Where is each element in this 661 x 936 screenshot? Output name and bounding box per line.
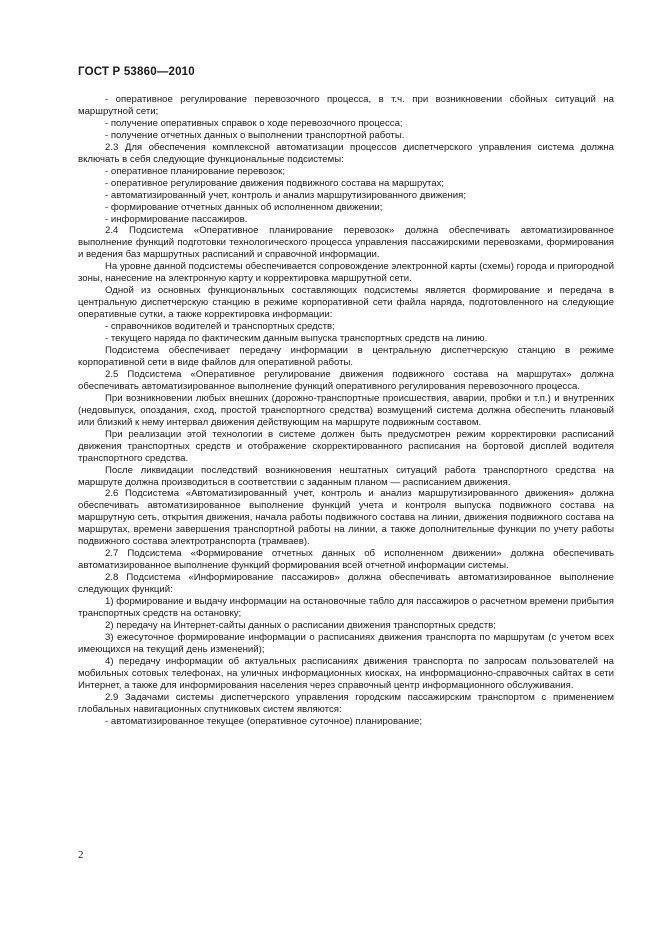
document-body [78, 94, 614, 728]
list-item: - оперативное регулирование движения подвижного состава на маршрутах; [105, 177, 445, 189]
paragraph: - оперативное регулирование перевозочного процесса, в т.ч. при возникновении сбойных ситуаций на маршрутной сети; [78, 94, 614, 117]
paragraph: 4) передачу информации об актуальных расписаниях движения транспорта по запросам пользователей на мобильных сотовых телефонах, на уличных информационных киосках, на информационно-справочных сайтах в сети Интернет, а также для информирования населения через справочный центр информационного обслуживания. [78, 655, 614, 691]
document-header: ГОСТ Р 53860—2010 [78, 66, 195, 78]
paragraph: 2.8 Подсистема «Информирование пассажиров» должна обеспечивать автоматизированное выполнение следующих функций: [78, 572, 614, 596]
list-item: - справочников водителей и транспортных средств; [105, 321, 335, 333]
paragraph: 2.9 Задачами системы диспетчерского управления городским пассажирским транспортом с применением глобальных навигационных спутниковых систем являются: [78, 691, 614, 715]
list-item: - получение отчетных данных о выполнении транспортной работы. [105, 129, 405, 141]
paragraph: 2.4 Подсистема «Оперативное планирование перевозок» должна обеспечивать автоматизированное выполнение функций подготовки технологического процесса управления пассажирскими перевозками, формирования и ведения баз маршрутных расписаний и справочной информации. [78, 225, 614, 261]
list-item: - автоматизированное текущее (оперативное суточное) планирование; [105, 715, 422, 727]
list-item: - формирование отчетных данных об исполненном движении; [105, 201, 383, 213]
list-item: - текущего наряда по фактическим данным выпуска транспортных средств на линию. [105, 333, 488, 345]
paragraph: После ликвидации последствий возникновения нештатных ситуаций работа транспортного средства на маршруте должна производиться в соответствии с заданным планом — расписанием движения. [78, 464, 614, 488]
list-item: - оперативное планирование перевозок; [105, 165, 286, 177]
page-number: 2 [78, 849, 84, 861]
paragraph: 2.7 Подсистема «Формирование отчетных данных об исполненном движении» должна обеспечивать автоматизированное выполнение функций формирования всей отчетной информации системы. [78, 548, 614, 572]
paragraph: 3) ежесуточное формирование информации о расписаниях движения транспорта по маршрутам (с учетом всех имеющихся на текущий день изменений); [78, 631, 614, 655]
paragraph: 2.3 Для обеспечения комплексной автоматизации процессов диспетчерского управления система должна включать в себя следующие функциональные подсистемы: [78, 141, 614, 165]
paragraph: При реализации этой технологии в системе должен быть предусмотрен режим корректировки расписаний движения транспортных средств и отображение скорректированного расписания на бортовой дисплей водителя транспортного средства. [78, 428, 614, 464]
paragraph: Одной из основных функциональных составляющих подсистемы является формирование и передача в центральную диспетчерскую станцию в режиме корпоративной сети файла наряда, подготовленного на следующие оперативные сутки, а также корректировка информации: [78, 285, 614, 321]
paragraph: Подсистема обеспечивает передачу информации в центральную диспетчерскую станцию в режиме корпоративной сети в виде файлов для оперативной работы. [78, 345, 614, 368]
paragraph: 2.6 Подсистема «Автоматизированный учет, контроль и анализ маршрутизированного движения» должна обеспечивать автоматизированное выполнение функций учета и контроля выпуска подвижного состава на маршрутную сеть, открытия движения, начала работы подвижного состава на линии, движения подвижного состава на маршрутах, времени завершения транспортной работы на линии, а также дополнительные функции по учету работы подвижного состава электротранспорта (трамваев). [78, 488, 614, 548]
list-item: - информирование пассажиров. [105, 213, 248, 225]
paragraph: На уровне данной подсистемы обеспечивается сопровождение электронной карты (схемы) города и пригородной зоны, нанесение на электронную карту и корректировка маршрутной сети. [78, 261, 614, 285]
list-item: - получение оперативных справок о ходе перевозочного процесса; [105, 117, 403, 129]
paragraph: 2) передачу на Интернет-сайты данных о расписании движения транспортных средств; [105, 619, 496, 631]
paragraph: При возникновении любых внешних (дорожно-транспортные происшествия, аварии, пробки и т.п.) и внутренних (недовыпуск, опоздания, сход, простой транспортного средства) возмущений система должна обеспечить плановый или близкий к нему интервал движения действующим на маршруте подвижным составом. [78, 392, 614, 428]
list-item: - автоматизированный учет, контроль и анализ маршрутизированного движения; [105, 189, 467, 201]
paragraph: 1) формирование и выдачу информации на остановочные табло для пассажиров о расчетном времени прибытия транспортных средств на остановку; [78, 596, 614, 619]
paragraph: 2.5 Подсистема «Оперативное регулирование движения подвижного состава на маршрутах» должна обеспечивать автоматизированное выполнение функций оперативного регулирования перевозочного процесса. [78, 368, 614, 392]
